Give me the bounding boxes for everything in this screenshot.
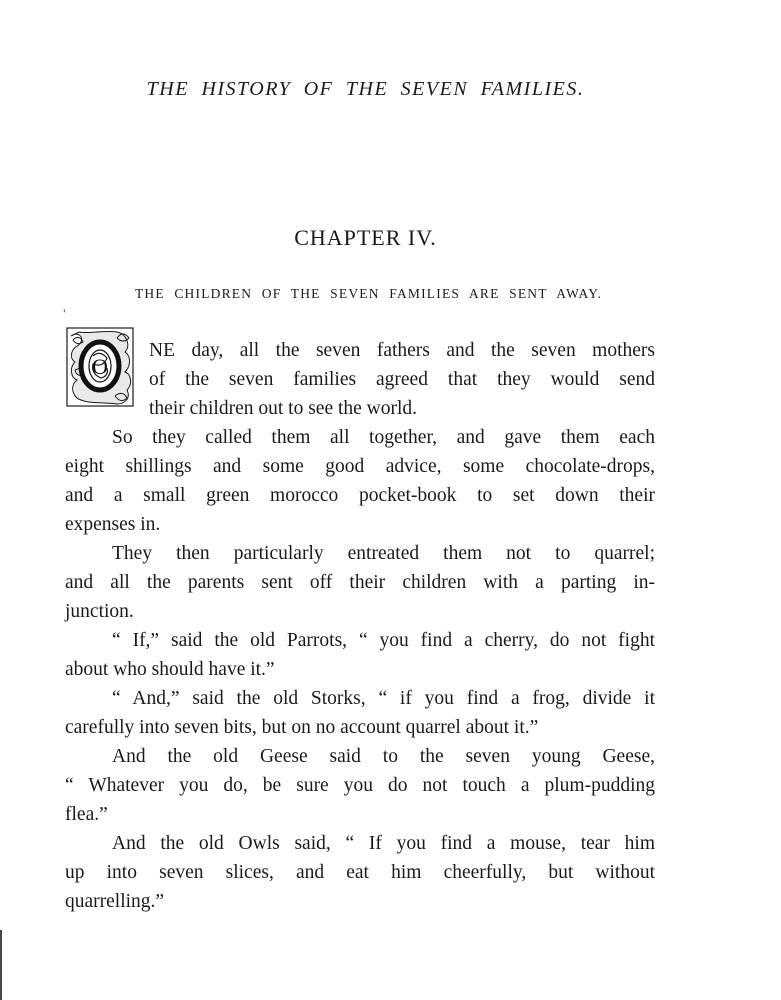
text-line: up into seven slices, and eat him cheerfully, but without	[65, 862, 655, 883]
text-line: carefully into seven bits, but on no account quarrel about it.”	[65, 717, 539, 738]
body-text	[65, 336, 655, 916]
text-line: NE day, all the seven fathers and the seven mothers	[149, 340, 655, 361]
running-head: THE HISTORY OF THE SEVEN FAMILIES.	[146, 78, 585, 100]
text-line: eight shillings and some good advice, some chocolate-drops,	[65, 456, 655, 477]
text-line: “ If,” said the old Parrots, “ you find a cherry, do not fight	[112, 630, 655, 651]
text-line: expenses in.	[65, 514, 161, 535]
printer-mark: ‹	[63, 305, 66, 315]
text-line: about who should have it.”	[65, 659, 275, 680]
drop-cap-letter: O	[92, 354, 108, 379]
text-line: their children out to see the world.	[149, 398, 418, 419]
chapter-title: CHAPTER IV.	[294, 225, 437, 250]
chapter-subtitle: THE CHILDREN OF THE SEVEN FAMILIES ARE SENT AWAY.	[134, 286, 603, 301]
text-line: So they called them all together, and gave them each	[112, 427, 655, 448]
text-line: They then particularly entreated them not to quarrel;	[112, 543, 655, 564]
text-line: junction.	[65, 601, 134, 622]
text-line: of the seven families agreed that they would send	[149, 369, 655, 390]
text-line: And the old Owls said, “ If you find a mouse, tear him	[112, 833, 655, 854]
text-line: “ Whatever you do, be sure you do not touch a plum-pudding	[65, 775, 655, 796]
text-line: And the old Geese said to the seven young Geese,	[112, 746, 655, 767]
page-edge-shadow	[0, 930, 2, 1000]
text-line: “ And,” said the old Storks, “ if you find a frog, divide it	[112, 688, 655, 709]
text-line: and all the parents sent off their children with a parting in-	[65, 572, 655, 593]
text-line: flea.”	[65, 804, 108, 825]
text-line: quarrelling.”	[65, 891, 165, 912]
text-line: and a small green morocco pocket-book to set down their	[65, 485, 655, 506]
